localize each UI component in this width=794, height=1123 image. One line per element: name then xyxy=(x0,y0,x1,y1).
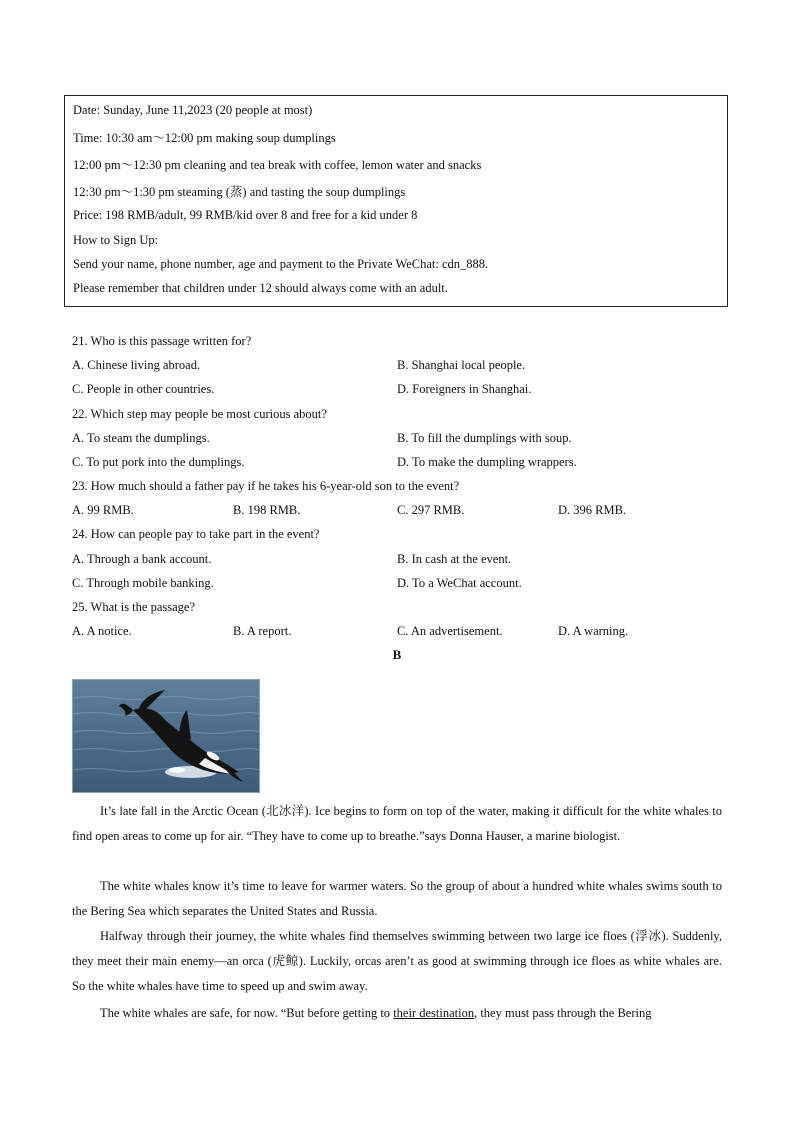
q22-option-c: C. To put pork into the dumplings. xyxy=(72,455,245,469)
paragraph-4-end: , they must pass through the Bering xyxy=(474,1006,652,1020)
q23-option-b: B. 198 RMB. xyxy=(233,503,301,517)
q25-option-d: D. A warning. xyxy=(558,624,629,638)
q25-option-a: A. A notice. xyxy=(72,624,132,638)
q23-option-c: C. 297 RMB. xyxy=(397,503,465,517)
notice-signup-heading: How to Sign Up: xyxy=(73,233,159,247)
passage-b-paragraph-2 xyxy=(72,874,722,924)
q23-option-a: A. 99 RMB. xyxy=(72,503,134,517)
question-23: 23. How much should a father pay if he takes his 6-year-old son to the event? xyxy=(72,479,460,493)
q21-option-d: D. Foreigners in Shanghai. xyxy=(397,382,532,396)
paragraph-2-text: The white whales know it’s time to leave for warmer waters. So the group of about a hundred white whales swims south to the Bering Sea which separates the United States and Russia. xyxy=(72,879,722,918)
passage-b-paragraph-1 xyxy=(72,799,722,849)
passage-b-paragraph-3 xyxy=(72,924,722,999)
paragraph-3-text: Halfway through their journey, the white whales find themselves swimming between two large ice floes (浮冰). Suddenly, they meet their main enemy—an orca (虎鲸). Luckily, orcas aren’t as good at swimming through ice floes as white whales are. So the white whales have time to speed up and swim away. xyxy=(72,929,722,993)
q21-option-b: B. Shanghai local people. xyxy=(397,358,526,372)
q22-option-b: B. To fill the dumplings with soup. xyxy=(397,431,572,445)
paragraph-1-text: It’s late fall in the Arctic Ocean (北冰洋). Ice begins to form on top of the water, making it difficult for the white whales to find open areas to come up for air. “They have to come up to breathe.”says Donna Hauser, a marine biologist. xyxy=(72,804,722,843)
question-21: 21. Who is this passage written for? xyxy=(72,334,252,348)
question-25: 25. What is the passage? xyxy=(72,600,195,614)
notice-children-rule: Please remember that children under 12 should always come with an adult. xyxy=(73,281,448,295)
q25-option-b: B. A report. xyxy=(233,624,292,638)
notice-price: Price: 198 RMB/adult, 99 RMB/kid over 8 and free for a kid under 8 xyxy=(73,208,418,222)
q22-option-d: D. To make the dumpling wrappers. xyxy=(397,455,577,469)
section-b-heading: B xyxy=(392,647,402,662)
q24-option-b: B. In cash at the event. xyxy=(397,552,512,566)
orca-photo xyxy=(72,679,260,793)
q23-option-d: D. 396 RMB. xyxy=(558,503,627,517)
q24-option-c: C. Through mobile banking. xyxy=(72,576,214,590)
notice-time-2: 12:00 pm～12:30 pm cleaning and tea break with coffee, lemon water and snacks xyxy=(73,158,482,172)
question-22: 22. Which step may people be most curious about? xyxy=(72,407,327,421)
orca-illustration xyxy=(73,680,259,792)
question-24: 24. How can people pay to take part in the event? xyxy=(72,527,320,541)
q21-option-c: C. People in other countries. xyxy=(72,382,215,396)
q21-option-a: A. Chinese living abroad. xyxy=(72,358,201,372)
q24-option-a: A. Through a bank account. xyxy=(72,552,212,566)
notice-date: Date: Sunday, June 11,2023 (20 people at most) xyxy=(73,103,313,117)
passage-b-paragraph-4 xyxy=(72,1001,722,1026)
paragraph-4-text xyxy=(72,1001,722,1026)
underlined-phrase: their destination xyxy=(393,1006,475,1020)
q24-option-d: D. To a WeChat account. xyxy=(397,576,522,590)
notice-time-1: Time: 10:30 am～12:00 pm making soup dumplings xyxy=(73,131,336,145)
q22-option-a: A. To steam the dumplings. xyxy=(72,431,210,445)
notice-time-3: 12:30 pm～1:30 pm steaming (蒸) and tasting the soup dumplings xyxy=(73,185,406,199)
event-notice-box xyxy=(64,95,728,307)
q25-option-c: C. An advertisement. xyxy=(397,624,503,638)
notice-signup-details: Send your name, phone number, age and payment to the Private WeChat: cdn_888. xyxy=(73,257,489,271)
paragraph-4-start: The white whales are safe, for now. “But before getting to xyxy=(100,1006,394,1020)
